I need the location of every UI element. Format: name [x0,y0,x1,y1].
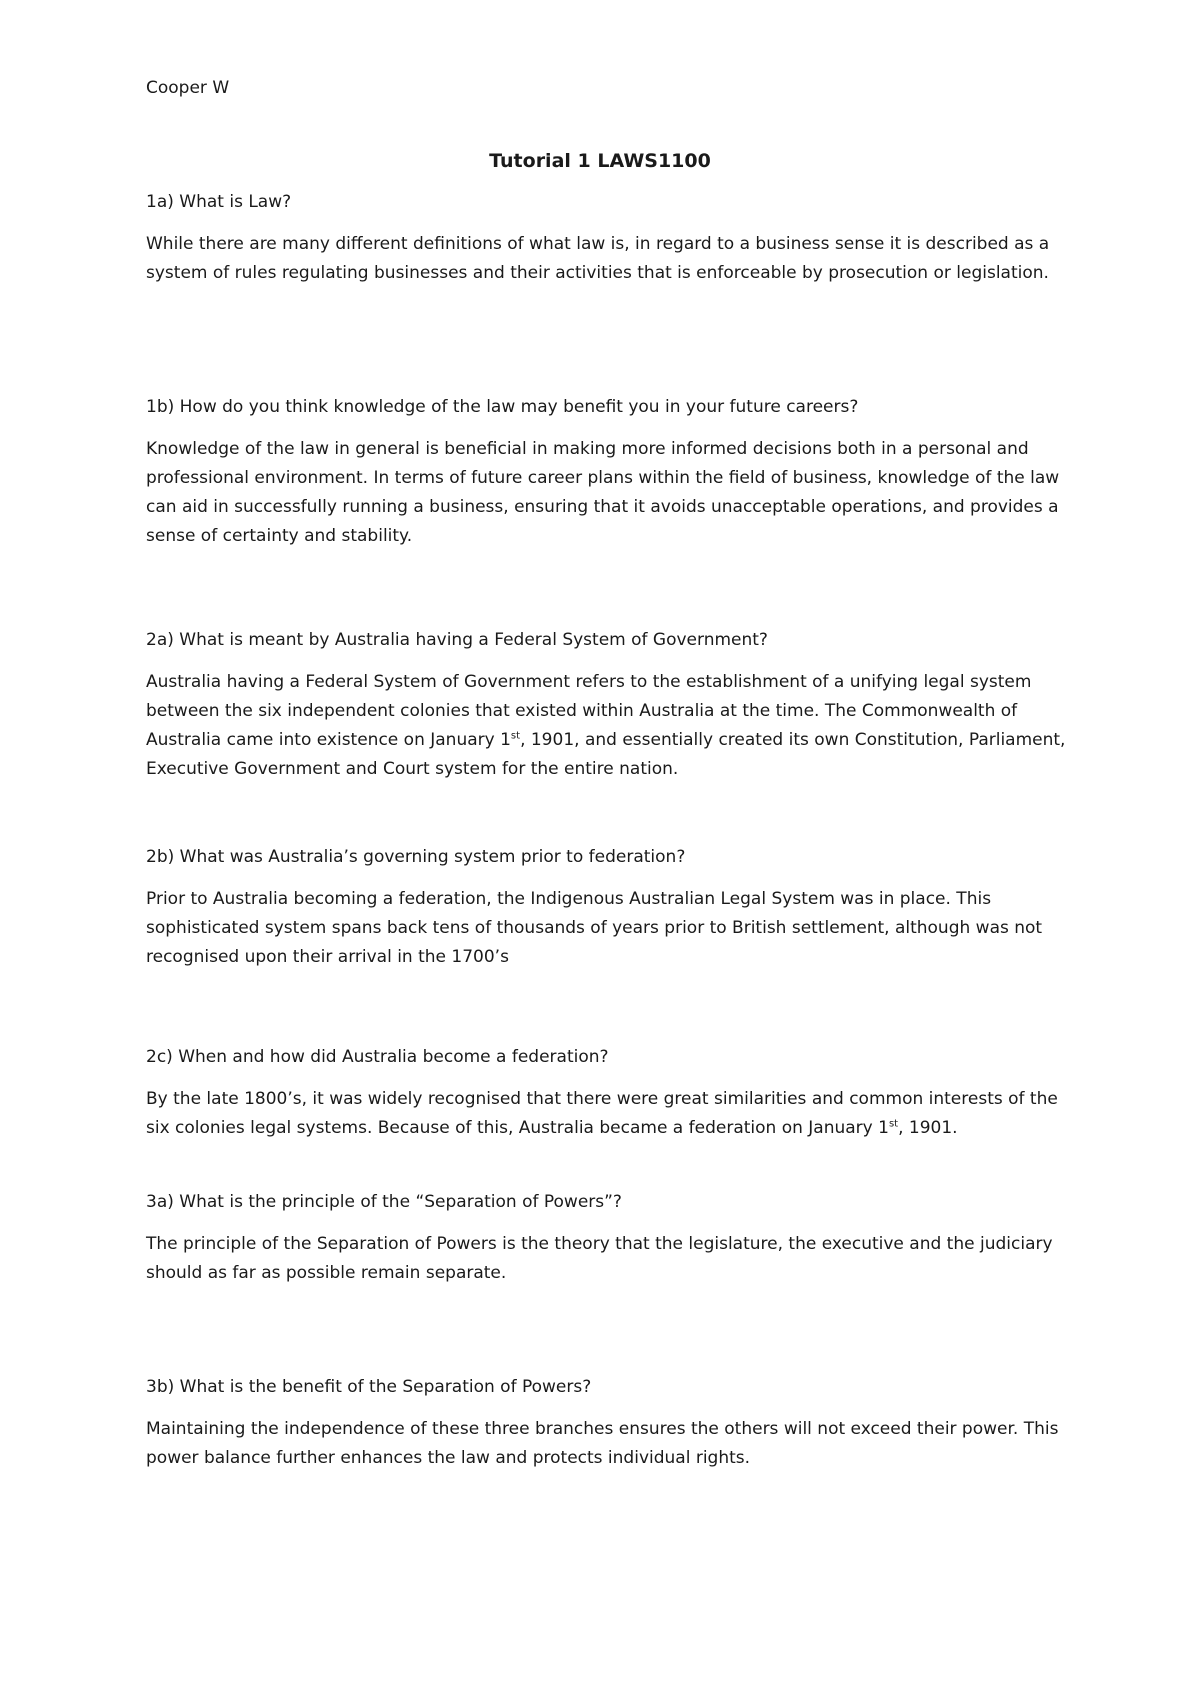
section-3a [146,1190,1066,1288]
question-3b: 3b) What is the benefit of the Separation of Powers? [146,1377,592,1397]
answer-2a-text-start: Australia having a Federal System of Government refers to the establishment of a unifying legal system between the six independent colonies that existed within Australia at the time. The Commonwealth of Australia came into existence on January 1 [146,672,1032,750]
answer-2a [146,668,1066,784]
section-1a [146,190,1066,288]
answer-2c-text-start: By the late 1800’s, it was widely recognised that there were great similarities and common interests of the six colonies legal systems. Because of this, Australia became a federation on January 1 [146,1089,1058,1138]
answer-2c [146,1085,1066,1143]
question-2a: 2a) What is meant by Australia having a Federal System of Government? [146,630,768,650]
page-title: Tutorial 1 LAWS1100 [489,150,711,172]
author-name: Cooper W [146,78,230,98]
section-2b [146,845,1066,972]
section-3b [146,1375,1066,1473]
section-2a [146,628,1066,784]
answer-2a-text-end: , 1901, and essentially created its own Constitution, Parliament, Executive Government and Court system for the entire nation. [146,730,1066,779]
answer-2c-text-end: , 1901. [898,1118,958,1138]
question-2b: 2b) What was Australia’s governing system prior to federation? [146,847,686,867]
answer-2b: Prior to Australia becoming a federation, the Indigenous Australian Legal System was in place. This sophisticated system spans back tens of thousands of years prior to British settlement, although was not recognised upon their arrival in the 1700’s [146,889,1043,967]
question-1a: 1a) What is Law? [146,192,292,212]
question-2c: 2c) When and how did Australia become a federation? [146,1047,609,1067]
question-1b: 1b) How do you think knowledge of the law may benefit you in your future careers? [146,397,859,417]
section-1b [146,395,1066,551]
answer-1a: While there are many different definitions of what law is, in regard to a business sense it is described as a system of rules regulating businesses and their activities that is enforceable by prosecution or legislation. [146,234,1050,283]
answer-3b: Maintaining the independence of these three branches ensures the others will not exceed their power. This power balance further enhances the law and protects individual rights. [146,1419,1059,1468]
answer-2a-ordinal-suffix: st [510,730,521,742]
section-2c [146,1045,1066,1143]
answer-3a: The principle of the Separation of Powers is the theory that the legislature, the executive and the judiciary should as far as possible remain separate. [146,1234,1053,1283]
answer-1b: Knowledge of the law in general is beneficial in making more informed decisions both in a personal and professional environment. In terms of future career plans within the field of business, knowledge of the law can aid in successfully running a business, ensuring that it avoids unacceptable operations, and provides a sense of certainty and stability. [146,439,1060,546]
answer-2c-ordinal-suffix: st [888,1118,899,1130]
question-3a: 3a) What is the principle of the “Separation of Powers”? [146,1192,622,1212]
